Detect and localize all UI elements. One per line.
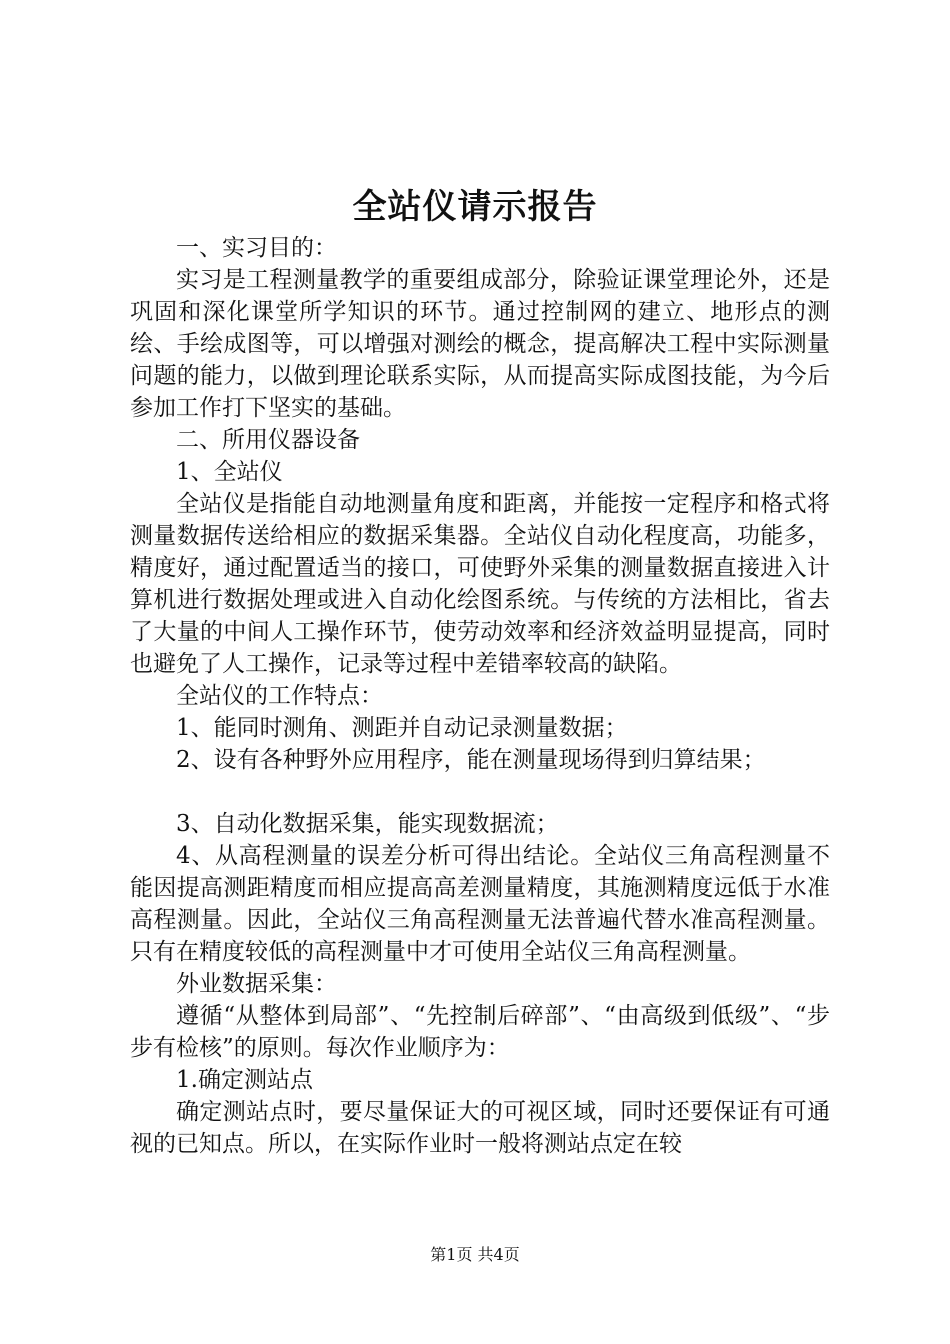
feature-item-3: 3、自动化数据采集，能实现数据流；	[176, 811, 559, 837]
document-body	[130, 232, 830, 1160]
subheading-field-data: 外业数据采集：	[176, 971, 337, 997]
document-title: 全站仪请示报告	[352, 187, 598, 227]
step-heading-station: 1.确定测站点	[176, 1067, 313, 1093]
paragraph-total-station: 全站仪是指能自动地测量角度和距离，并能按一定程序和格式将测量数据传送给相应的数据采集器。全站仪自动化程度高，功能多，精度好，通过配置适当的接口，可使野外采集的测量数据直接进入计算机进行数据处理或进入自动化绘图系统。与传统的方法相比，省去了大量的中间人工操作环节，使劳动效率和经济效益明显提高，同时也避免了人工操作，记录等过程中差错率较高的缺陷。	[130, 491, 830, 677]
section-heading-equipment: 二、所用仪器设备	[176, 427, 360, 453]
blank-line	[130, 776, 830, 808]
paragraph-principles: 遵循“从整体到局部”、“先控制后碎部”、“由高级到低级”、“步步有检核”的原则。每次作业顺序为：	[130, 1003, 830, 1061]
subheading-total-station: 1、全站仪	[176, 459, 283, 485]
feature-item-1: 1、能同时测角、测距并自动记录测量数据；	[176, 715, 628, 741]
paragraph-purpose: 实习是工程测量教学的重要组成部分，除验证课堂理论外，还是巩固和深化课堂所学知识的环节。通过控制网的建立、地形点的测绘、手绘成图等，可以增强对测绘的概念，提高解决工程中实际测量问题的能力，以做到理论联系实际，从而提高实际成图技能，为今后参加工作打下坚实的基础。	[130, 267, 830, 421]
paragraph-station: 确定测站点时，要尽量保证大的可视区域，同时还要保证有可通视的已知点。所以，在实际作业时一般将测站点定在较	[130, 1099, 830, 1157]
page-footer: 第1页 共4页	[430, 1245, 520, 1264]
section-heading-purpose: 一、实习目的：	[176, 235, 337, 261]
feature-item-4: 4、从高程测量的误差分析可得出结论。全站仪三角高程测量不能因提高测距精度而相应提高高差测量精度，其施测精度远低于水准高程测量。因此，全站仪三角高程测量无法普遍代替水准高程测量。只有在精度较低的高程测量中才可使用全站仪三角高程测量。	[130, 843, 830, 965]
subheading-features: 全站仪的工作特点：	[176, 683, 383, 709]
feature-item-2: 2、设有各种野外应用程序，能在测量现场得到归算结果；	[176, 747, 766, 773]
